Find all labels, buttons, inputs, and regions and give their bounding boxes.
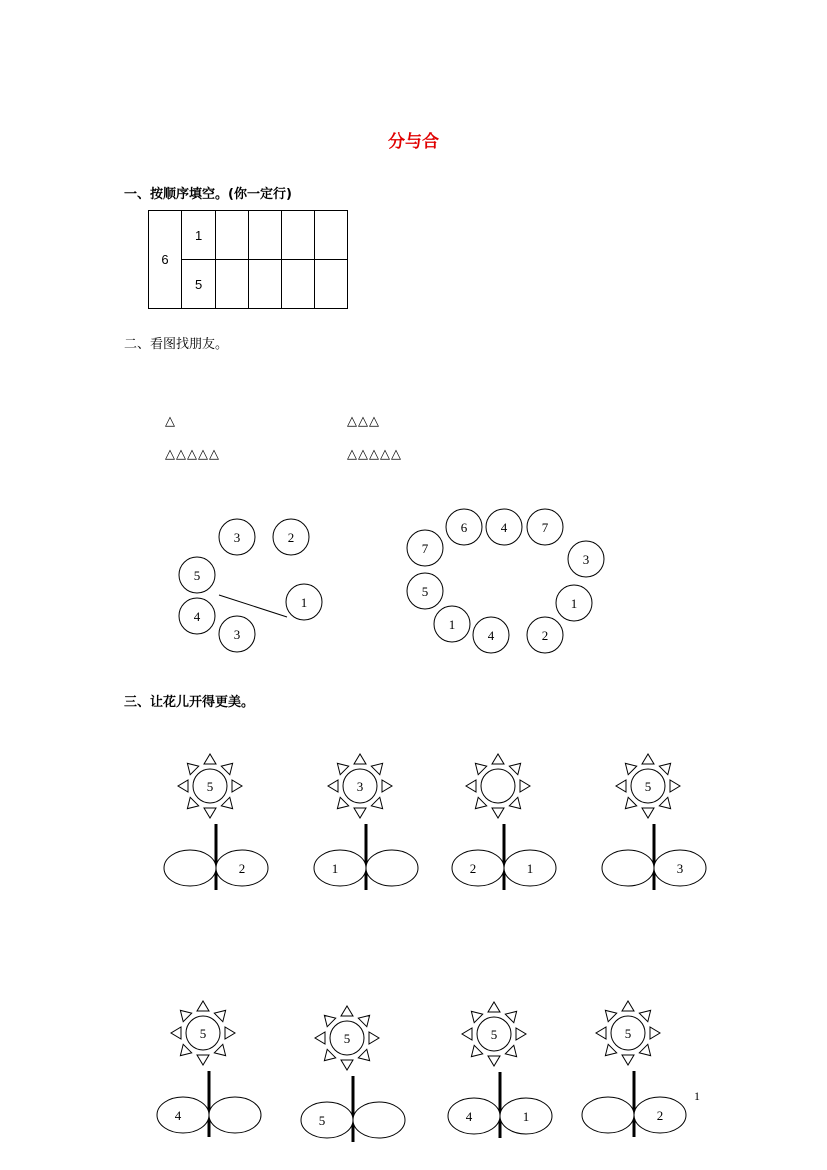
flower: [448, 1002, 552, 1138]
section-1-heading: 一、按顺序填空。(你一定行): [124, 187, 292, 202]
petal-triangle: [341, 1060, 353, 1070]
right-number-circle[interactable]: [527, 509, 563, 545]
petal-triangle: [197, 1055, 209, 1065]
petal-triangle: [315, 1032, 325, 1044]
circle-number: 4: [500, 520, 508, 535]
petal-triangle: [605, 1010, 616, 1021]
petal-triangle: [659, 763, 670, 774]
left-leaf-number: 2: [469, 861, 477, 876]
left-leaf[interactable]: [582, 1097, 634, 1133]
petal-triangle: [488, 1002, 500, 1012]
flower: [452, 754, 556, 890]
flower-head[interactable]: [481, 769, 515, 803]
petal-triangle: [622, 1001, 634, 1011]
petal-triangle: [225, 1027, 235, 1039]
right-number-circle[interactable]: [556, 585, 592, 621]
petal-triangle: [639, 1044, 650, 1055]
petal-triangle: [187, 797, 198, 808]
petal-triangle: [358, 1015, 369, 1026]
flower-center-number: 5: [490, 1027, 498, 1042]
petal-triangle: [204, 754, 216, 764]
circle-number: 5: [193, 568, 201, 583]
flower: [314, 754, 418, 890]
right-number-circle[interactable]: [568, 541, 604, 577]
left-leaf[interactable]: [164, 850, 216, 886]
circle-number: 4: [193, 609, 201, 624]
right-leaf-number: 1: [526, 861, 534, 876]
circle-number: 1: [300, 595, 308, 610]
right-leaf[interactable]: [366, 850, 418, 886]
left-leaf[interactable]: [448, 1098, 500, 1134]
left-leaf[interactable]: [157, 1097, 209, 1133]
circle-number: 2: [287, 530, 295, 545]
petal-triangle: [471, 1045, 482, 1056]
petal-triangle: [642, 808, 654, 818]
bottom-first-cell: 5: [182, 260, 216, 309]
left-number-circle[interactable]: [286, 584, 322, 620]
left-number-circle[interactable]: [273, 519, 309, 555]
top-first-cell: 1: [182, 211, 216, 260]
petal-triangle: [371, 763, 382, 774]
petal-triangle: [180, 1010, 191, 1021]
petal-triangle: [650, 1027, 660, 1039]
flower-center-number: 5: [199, 1026, 207, 1041]
left-number-circle[interactable]: [219, 519, 255, 555]
circle-number: 1: [570, 596, 578, 611]
petal-triangle: [509, 797, 520, 808]
petal-triangle: [324, 1015, 335, 1026]
petal-triangle: [232, 780, 242, 792]
triangle-group: △: [165, 414, 176, 429]
petal-triangle: [341, 1006, 353, 1016]
petal-triangle: [670, 780, 680, 792]
flower-center-number: 5: [206, 779, 214, 794]
petal-triangle: [324, 1049, 335, 1060]
left-number-circle[interactable]: [179, 557, 215, 593]
petal-triangle: [492, 808, 504, 818]
petal-triangle: [642, 754, 654, 764]
flower: [164, 754, 268, 890]
petal-triangle: [475, 763, 486, 774]
petal-triangle: [605, 1044, 616, 1055]
circle-number: 4: [487, 628, 495, 643]
right-leaf[interactable]: [353, 1102, 405, 1138]
flower-center-number: 5: [343, 1031, 351, 1046]
petal-triangle: [492, 754, 504, 764]
petal-triangle: [616, 780, 626, 792]
match-line: [219, 595, 287, 617]
petal-triangle: [171, 1027, 181, 1039]
page-number: 1: [694, 1089, 700, 1103]
flower: [157, 1001, 261, 1137]
left-leaf-number: 5: [318, 1113, 326, 1128]
petal-triangle: [337, 797, 348, 808]
petal-triangle: [358, 1049, 369, 1060]
petal-triangle: [596, 1027, 606, 1039]
petal-triangle: [471, 1011, 482, 1022]
triangle-group: △△△△△: [165, 447, 220, 462]
right-circle-group: [407, 509, 604, 653]
circle-number: 5: [421, 584, 429, 599]
right-leaf-number: 1: [522, 1109, 530, 1124]
petal-triangle: [382, 780, 392, 792]
petal-triangle: [488, 1056, 500, 1066]
circle-number: 3: [233, 530, 241, 545]
flower-center-number: 5: [624, 1026, 632, 1041]
petal-triangle: [520, 780, 530, 792]
left-leaf[interactable]: [452, 850, 504, 886]
right-number-circle[interactable]: [486, 509, 522, 545]
right-number-circle[interactable]: [407, 530, 443, 566]
flower-group: [157, 754, 706, 1142]
petal-triangle: [187, 763, 198, 774]
petal-triangle: [505, 1045, 516, 1056]
left-leaf[interactable]: [314, 850, 366, 886]
petal-triangle: [354, 754, 366, 764]
right-number-circle[interactable]: [527, 617, 563, 653]
circle-number: 1: [448, 617, 456, 632]
petal-triangle: [462, 1028, 472, 1040]
petal-triangle: [622, 1055, 634, 1065]
petal-triangle: [214, 1010, 225, 1021]
right-number-circle[interactable]: [473, 617, 509, 653]
right-leaf-number: 3: [676, 861, 684, 876]
right-number-circle[interactable]: [434, 606, 470, 642]
left-leaf[interactable]: [602, 850, 654, 886]
flower: [582, 1001, 686, 1137]
petal-triangle: [221, 797, 232, 808]
left-leaf-number: 4: [174, 1108, 182, 1123]
left-leaf-number: 4: [465, 1109, 473, 1124]
petal-triangle: [466, 780, 476, 792]
petal-triangle: [354, 808, 366, 818]
petal-triangle: [625, 763, 636, 774]
right-leaf-number: 2: [238, 861, 246, 876]
flower: [301, 1006, 405, 1142]
circle-number: 2: [541, 628, 549, 643]
left-number-circle[interactable]: [179, 598, 215, 634]
petal-triangle: [475, 797, 486, 808]
circle-number: 3: [233, 627, 241, 642]
petal-triangle: [639, 1010, 650, 1021]
petal-triangle: [178, 780, 188, 792]
right-number-circle[interactable]: [446, 509, 482, 545]
petal-triangle: [369, 1032, 379, 1044]
left-leaf-number: 1: [331, 861, 339, 876]
triangle-group: △△△△△: [347, 447, 402, 462]
section-2-heading: 二、看图找朋友。: [124, 337, 229, 352]
flower: [602, 754, 706, 890]
petal-triangle: [197, 1001, 209, 1011]
right-number-circle[interactable]: [407, 573, 443, 609]
petal-triangle: [516, 1028, 526, 1040]
right-leaf-number: 2: [656, 1108, 664, 1123]
petal-triangle: [328, 780, 338, 792]
section-3-heading: 三、让花儿开得更美。: [124, 695, 255, 710]
petal-triangle: [204, 808, 216, 818]
petal-triangle: [180, 1044, 191, 1055]
circle-number: 3: [582, 552, 590, 567]
circle-number: 6: [460, 520, 468, 535]
left-circle-group: [179, 519, 322, 652]
petal-triangle: [221, 763, 232, 774]
petal-triangle: [659, 797, 670, 808]
page-title: 分与合: [388, 132, 439, 152]
flower-center-number: 5: [644, 779, 652, 794]
flower-center-number: 3: [356, 779, 364, 794]
petal-triangle: [505, 1011, 516, 1022]
petal-triangle: [625, 797, 636, 808]
left-number-circle[interactable]: [219, 616, 255, 652]
petal-triangle: [214, 1044, 225, 1055]
left-leaf[interactable]: [301, 1102, 353, 1138]
triangle-group: △△△: [347, 414, 380, 429]
circle-number: 7: [541, 520, 549, 535]
right-leaf[interactable]: [209, 1097, 261, 1133]
petal-triangle: [509, 763, 520, 774]
total-cell: 6: [149, 211, 182, 309]
petal-triangle: [371, 797, 382, 808]
circle-number: 7: [421, 541, 429, 556]
petal-triangle: [337, 763, 348, 774]
